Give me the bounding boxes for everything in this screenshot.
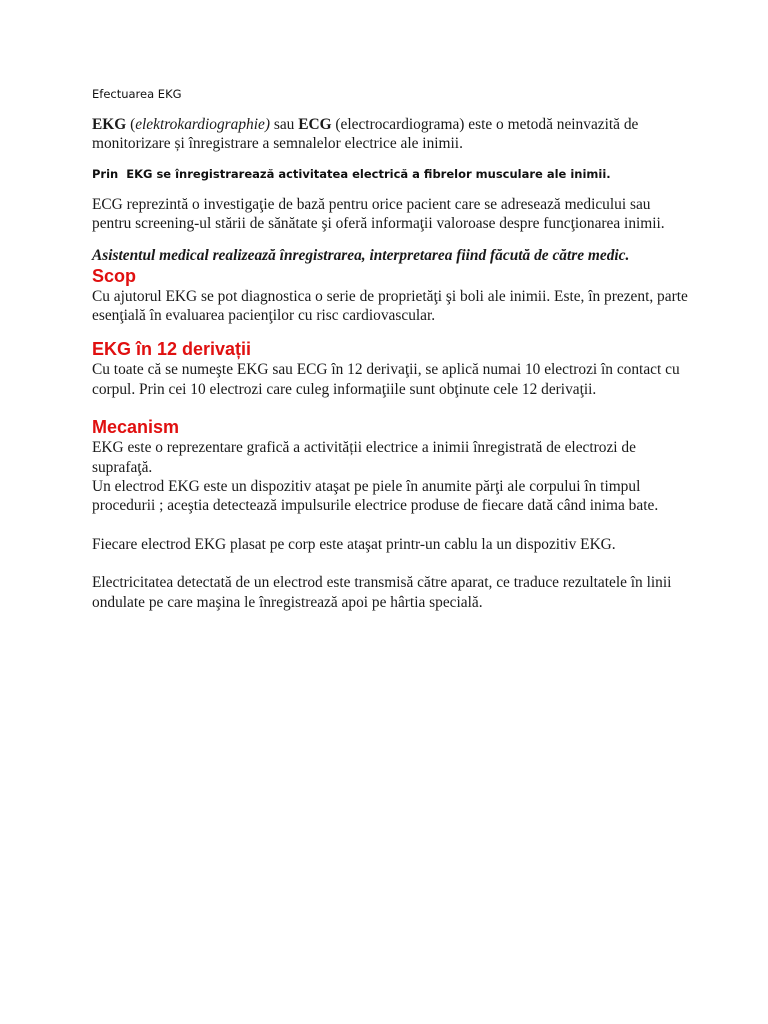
ecg-abbreviation: ECG — [298, 116, 332, 133]
intro-rest: (electrocardiograma) este o metodă neinvazită de monitorizare și înregistrare a semnalelor electrice ale inimii. — [92, 116, 639, 153]
intro-sau: sau — [269, 116, 299, 133]
document-body — [92, 86, 688, 612]
document-title: Efectuarea EKG — [92, 87, 182, 101]
derivatii-body: Cu toate că se numeşte EKG sau ECG în 12 derivaţii, se aplică numai 10 electrozi în contact cu corpul. Prin cei 10 electrozi care culeg informaţiile sunt obţinute cele 12 derivaţii. — [92, 361, 680, 398]
mecanism-paragraph-3: Fiecare electrod EKG plasat pe corp este ataşat printr-un cablu la un dispozitiv EKG. — [92, 535, 616, 553]
scop-heading: Scop — [92, 265, 137, 286]
ekg-german-term: elektrokardiographie) — [135, 116, 270, 133]
mecanism-paragraph-2: Un electrod EKG este un dispozitiv ataşat pe piele în anumite părţi ale corpului în timpul procedurii ; aceştia detectează impulsurile electrice produse de fiecare dată când inima bate. — [92, 478, 659, 515]
scop-body: Cu ajutorul EKG se pot diagnostica o serie de proprietăţi şi boli ale inimii. Este, în prezent, parte esenţială în evaluarea pacienţilor cu risc cardiovascular. — [92, 287, 688, 325]
derivatii-heading: EKG în 12 derivații — [92, 339, 252, 360]
mecanism-paragraph-4: Electricitatea detectată de un electrod este transmisă către aparat, ce traduce rezultatele în linii ondulate pe care maşina le înregistrează apoi pe hârtia specială. — [92, 574, 672, 611]
mecanism-heading: Mecanism — [92, 417, 180, 438]
prin-ekg-line: Prin EKG se înregistrarează activitatea electrică a fibrelor musculare ale inimii. — [92, 166, 611, 181]
intro-open-paren: ( — [126, 116, 136, 133]
asistent-paragraph: Asistentul medical realizează înregistrarea, interpretarea fiind făcută de către medic. — [92, 246, 630, 264]
mecanism-paragraph-1: EKG este o reprezentare grafică a activității electrice a inimii înregistrată de electrozi de suprafaţă. — [92, 439, 636, 476]
ecg-paragraph: ECG reprezintă o investigaţie de bază pentru orice pacient care se adresează medicului sau pentru screening-ul stării de sănătate şi oferă informaţii valoroase despre funcţionarea inimii. — [92, 195, 665, 233]
intro-paragraph — [92, 115, 688, 154]
ekg-abbreviation: EKG — [92, 116, 127, 133]
